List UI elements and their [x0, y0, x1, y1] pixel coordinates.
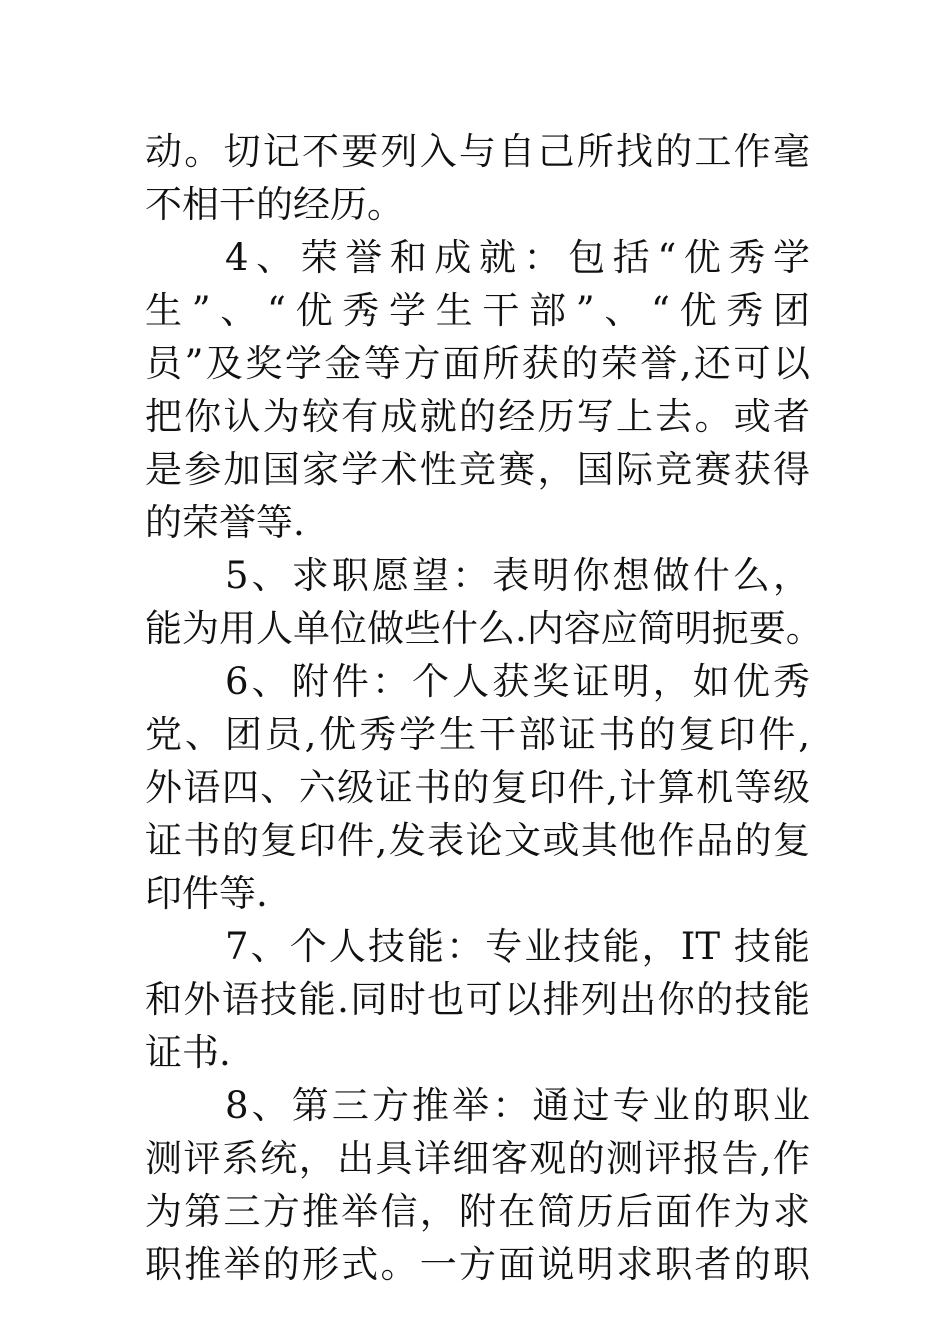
- text-line: 为第三方推举信，附在简历后面作为求: [145, 1190, 810, 1233]
- text-line: 生”、“优秀学生干部”、“优秀团: [145, 289, 810, 332]
- paragraph-continuation: [145, 125, 810, 231]
- document-page: [145, 125, 823, 1291]
- paragraph-attachments: [145, 655, 810, 920]
- text-line: 7、个人技能：专业技能，IT 技能: [225, 925, 810, 968]
- text-line: 动。切记不要列入与自己所找的工作毫: [145, 130, 810, 173]
- text-line: 的荣誉等.: [145, 501, 305, 544]
- text-line: 不相干的经历。: [145, 183, 404, 226]
- text-line: 是参加国家学术性竞赛，国际竞赛获得: [145, 448, 810, 491]
- text-line: 员”及奖学金等方面所获的荣誉,还可以: [145, 342, 810, 385]
- paragraph-third-party: [145, 1079, 810, 1291]
- text-line: 和外语技能.同时也可以排列出你的技能: [145, 978, 810, 1021]
- text-line: 4、荣誉和成就：包括“优秀学: [225, 236, 810, 279]
- text-line: 党、团员,优秀学生干部证书的复印件,: [145, 713, 810, 756]
- text-line: 8、第三方推举：通过专业的职业: [225, 1084, 810, 1127]
- text-line: 证书.: [145, 1031, 231, 1074]
- text-line: 职推举的形式。一方面说明求职者的职: [145, 1243, 810, 1286]
- paragraph-skills: [145, 920, 810, 1079]
- text-line: 把你认为较有成就的经历写上去。或者: [145, 395, 810, 438]
- text-line: 外语四、六级证书的复印件,计算机等级: [145, 766, 810, 809]
- text-line: 印件等.: [145, 872, 268, 915]
- paragraph-honors: [145, 231, 810, 549]
- text-line: 测评系统，出具详细客观的测评报告,作: [145, 1137, 810, 1180]
- text-line: 能为用人单位做些什么.内容应简明扼要。: [145, 607, 823, 650]
- text-line: 6、附件：个人获奖证明，如优秀: [225, 660, 810, 703]
- text-line: 证书的复印件,发表论文或其他作品的复: [145, 819, 810, 862]
- paragraph-job-wish: [145, 549, 823, 655]
- text-line: 5、求职愿望：表明你想做什么，: [225, 554, 810, 597]
